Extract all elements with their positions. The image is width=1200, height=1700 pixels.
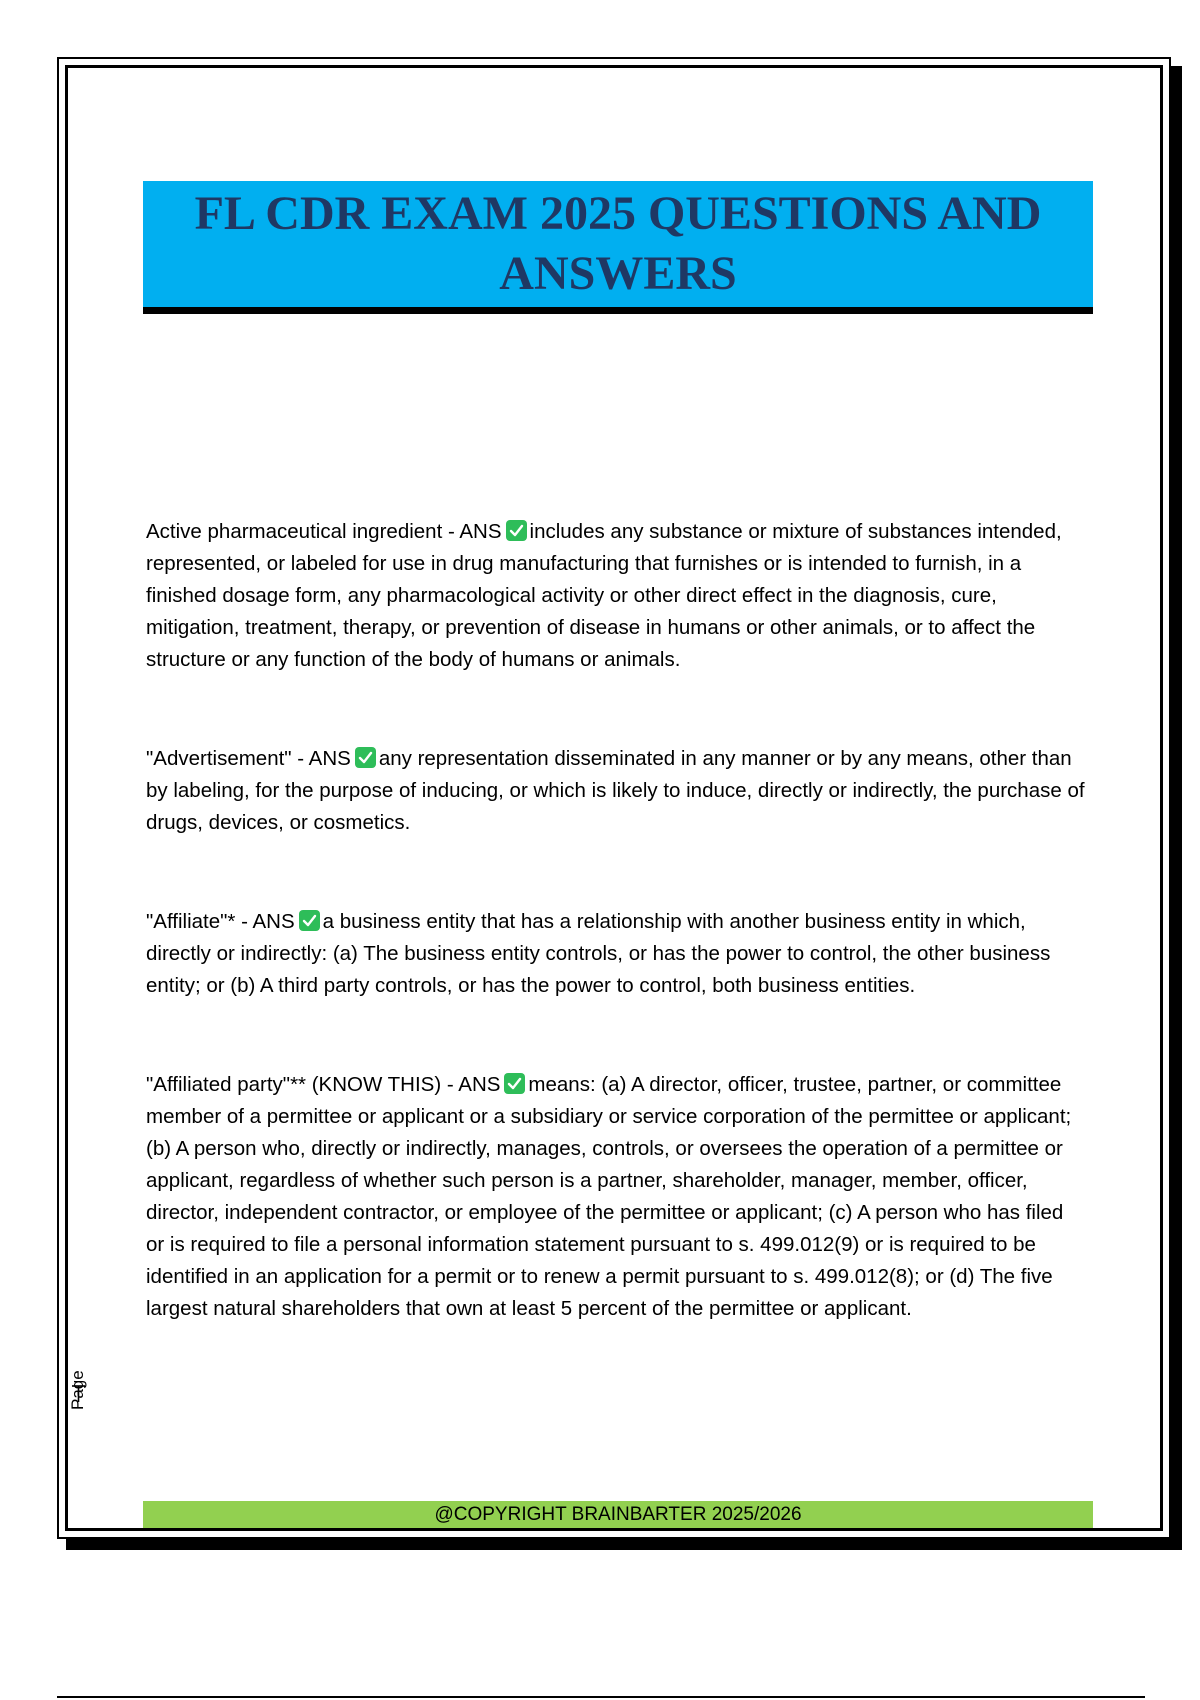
entry-definition: includes any substance or mixture of substances intended, represented, or labeled for use in drug manufacturing that furnishes or is intended to furnish, in a finished dosage form, any pharmacological activity or other direct effect in the diagnosis, cure, mitigation, treatment, therapy, or prevention of disease in humans or other animals, or to affect the structure or any function of the body of humans or animals. <box>146 520 1062 671</box>
entry-term: "Advertisement" - ANS <box>146 747 351 770</box>
entry-definition: any representation disseminated in any manner or by any means, other than by labeling, for the purpose of inducing, or which is likely to induce, directly or indirectly, the purchase of drugs, devices, or cosmetics. <box>146 747 1085 834</box>
page-title: FL CDR EXAM 2025 QUESTIONS AND ANSWERS <box>194 187 1042 300</box>
title-banner <box>143 181 1093 314</box>
entry-definition: means: (a) A director, officer, trustee, partner, or committee member of a permittee or applicant or a subsidiary or service corporation of the permittee or applicant; (b) A person who, directly or indirectly, manages, controls, or oversees the operation of a permittee or applicant, regardless of whether such person is a partner, shareholder, manager, member, officer, director, independent contractor, or employee of the permittee or applicant; (c) A person who has filed or is required to file a personal information statement pursuant to s. 499.012(9) or is required to be identified in an application for a permit or to renew a permit pursuant to s. 499.012(8); or (d) The five largest natural shareholders that own at least 5 percent of the permittee or applicant. <box>146 1073 1072 1320</box>
entry-definition: a business entity that has a relationship with another business entity in which, directly or indirectly: (a) The business entity controls, or has the power to control, the other business entity; or (b) A third party controls, or has the power to control, both business entities. <box>146 910 1051 997</box>
qa-entry <box>146 516 1086 676</box>
qa-content <box>146 516 1086 1325</box>
check-box-icon <box>506 520 527 541</box>
check-box-icon <box>355 747 376 768</box>
qa-entry <box>146 906 1086 1002</box>
check-box-icon <box>504 1073 525 1094</box>
check-box-icon <box>299 910 320 931</box>
qa-entry <box>146 1069 1086 1325</box>
entry-term: "Affiliate"* - ANS <box>146 910 295 933</box>
page-label: Page <box>68 1370 87 1410</box>
copyright-text: @COPYRIGHT BRAINBARTER 2025/2026 <box>434 1503 802 1525</box>
qa-entry <box>146 743 1086 839</box>
entry-term: "Affiliated party"** (KNOW THIS) - ANS <box>146 1073 501 1096</box>
page-number <box>70 1384 87 1404</box>
footer-bar <box>143 1501 1093 1528</box>
bottom-divider <box>57 1696 1145 1698</box>
entry-term: Active pharmaceutical ingredient - ANS <box>146 520 502 543</box>
